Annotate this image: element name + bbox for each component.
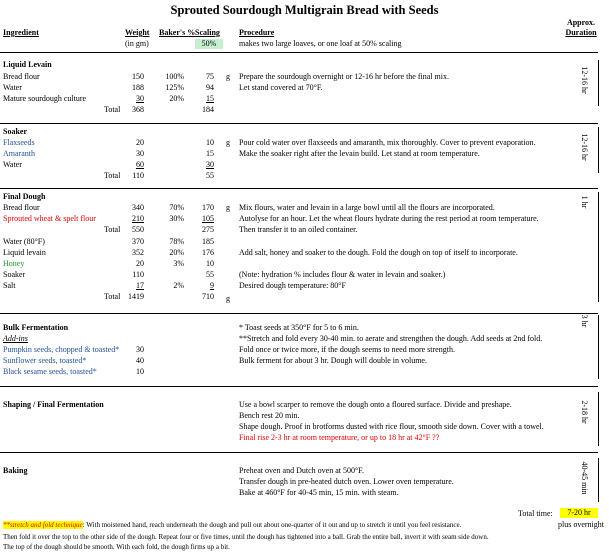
ingredient-weight: 30 (136, 94, 144, 103)
ingredient-scaled: 10 (206, 259, 214, 268)
add-ins-label: Add-ins (3, 334, 28, 343)
duration-label: 1 hr (580, 195, 589, 209)
ingredient-bakers-pct: 3% (173, 259, 184, 268)
procedure-line: * Toast seeds at 350°F for 5 to 6 min. (239, 323, 359, 332)
procedure-line: Autolyse for an hour. Let the wheat flours hydrate during the rest period at room temperature. (239, 214, 539, 223)
ingredient-weight: 40 (136, 356, 144, 365)
footnote-highlight: **stretch and fold technique (3, 521, 83, 529)
unit-label: g (226, 138, 230, 147)
procedure-line: Pour cold water over flaxseeds and amaranth, mix thoroughly. Cover to prevent evaporation. (239, 138, 536, 147)
ingredient-weight: 20 (136, 138, 144, 147)
procedure-line: Let stand covered at 70°F. (239, 83, 323, 92)
procedure-line: Bake at 460°F for 40-45 min, 15 min. with steam. (239, 488, 399, 497)
ingredient-name: Water (3, 160, 22, 169)
bulk-fermentation-title: Bulk Fermentation (3, 323, 69, 332)
subtotal-label: Total (104, 225, 121, 234)
weight-unit: (in gm) (125, 39, 149, 48)
procedure-line: Preheat oven and Dutch oven at 500°F. (239, 466, 364, 475)
ingredient-scaled: 105 (202, 214, 214, 223)
ingredient-name: Amaranth (3, 149, 35, 158)
ingredient-name: Pumpkin seeds, chopped & toasted* (3, 345, 120, 354)
duration-label: 12-16 hr (580, 66, 589, 94)
total-scaled: 55 (206, 171, 214, 180)
ingredient-name: Sunflower seeds, toasted* (3, 356, 87, 365)
bakers-percent-header: Baker's % (159, 28, 196, 37)
duration-label: 40-45 min (580, 461, 589, 495)
procedure-line-warning: Final rise 2-3 hr at room temperature, or up to 18 hr at 42°F ?? (239, 433, 440, 442)
ingredient-weight: 150 (132, 72, 144, 81)
total-time-note: plus overnight (558, 520, 604, 529)
ingredient-name: Water (3, 83, 22, 92)
subtotal-weight: 550 (132, 225, 144, 234)
ingredient-weight: 10 (136, 367, 144, 376)
footnote-line (3, 520, 461, 530)
ingredient-weight: 340 (132, 203, 144, 212)
ingredient-name: Black sesame seeds, toasted* (3, 367, 97, 376)
ingredient-name: Flaxseeds (3, 138, 35, 147)
duration-header: Duration (565, 28, 597, 37)
ingredient-name: Bread flour (3, 203, 40, 212)
ingredient-weight: 110 (132, 270, 144, 279)
subtotal-scaled: 275 (202, 225, 214, 234)
total-weight: 368 (132, 105, 144, 114)
ingredient-scaled: 9 (210, 281, 214, 290)
ingredient-bakers-pct: 20% (169, 248, 184, 257)
divider (0, 52, 598, 53)
procedure-line: Desired dough temperature: 80°F (239, 281, 346, 290)
ingredient-name: Honey (3, 259, 25, 268)
ingredient-scaled: 30 (206, 160, 214, 169)
ingredient-scaled: 176 (202, 248, 214, 257)
total-weight: 1419 (128, 292, 144, 301)
procedure-line: Make the soaker right after the levain build. Let stand at room temperature. (239, 149, 480, 158)
duration-bar (598, 392, 599, 446)
total-label: Total (104, 292, 121, 301)
total-time-value: 7-20 hr (560, 508, 598, 518)
total-weight: 110 (132, 171, 144, 180)
ingredient-weight: 210 (132, 214, 144, 223)
ingredient-bakers-pct: 2% (173, 281, 184, 290)
ingredient-name: Water (80°F) (3, 237, 45, 246)
procedure-line: Bulk ferment for about 3 hr. Dough will double in volume. (239, 356, 427, 365)
ingredient-weight: 30 (136, 345, 144, 354)
final-dough-title: Final Dough (3, 192, 46, 201)
ingredient-bakers-pct: 125% (165, 83, 184, 92)
ingredient-name: Bread flour (3, 72, 40, 81)
unit-label: g (226, 72, 230, 81)
procedure-line: Add salt, honey and soaker to the dough. Fold the dough on top of itself to incorporate. (239, 248, 518, 257)
ingredient-weight: 188 (132, 83, 144, 92)
ingredient-weight: 60 (136, 160, 144, 169)
duration-bar (598, 192, 599, 302)
procedure-line: Use a bowl scarper to remove the dough onto a floured surface. Divide and preshape. (239, 400, 512, 409)
scaling-value[interactable]: 50% (195, 39, 223, 49)
procedure-line: **Stretch and fold every 30-40 min. to aerate and strengthen the dough. Add seeds at 2nd fold. (239, 334, 543, 343)
total-label: Total (104, 105, 121, 114)
scaling-header: Scaling (195, 28, 220, 37)
ingredient-weight: 30 (136, 149, 144, 158)
baking-title: Baking (3, 466, 28, 475)
ingredient-weight: 20 (136, 259, 144, 268)
ingredient-name: Mature sourdough culture (3, 94, 87, 103)
ingredient-name: Soaker (3, 270, 26, 279)
ingredient-name: Sprouted wheat & spelt flour (3, 214, 96, 223)
procedure-line: Mix flours, water and levain in a large bowl until all the flours are incorporated. (239, 203, 495, 212)
procedure-note: makes two large loaves, or one loaf at 50% scaling (239, 39, 402, 48)
procedure-header: Procedure (239, 28, 275, 37)
ingredient-scaled: 55 (206, 270, 214, 279)
ingredient-header: Ingredient (3, 28, 39, 37)
procedure-line: (Note: hydration % includes flour & water in levain and soaker.) (239, 270, 446, 279)
shaping-title: Shaping / Final Fermentation (3, 400, 104, 409)
duration-bar (598, 315, 599, 379)
ingredient-bakers-pct: 30% (169, 214, 184, 223)
procedure-line: Then transfer it to an oiled container. (239, 225, 358, 234)
total-scaled: 184 (202, 105, 214, 114)
ingredient-scaled: 94 (206, 83, 214, 92)
duration-label: 12-16 hr (580, 133, 589, 161)
procedure-line: Shape dough. Proof in brotforms dusted with rice flour, smooth side down. Cover with a towel. (239, 422, 544, 431)
ingredient-bakers-pct: 20% (169, 94, 184, 103)
ingredient-weight: 352 (132, 248, 144, 257)
ingredient-bakers-pct: 70% (169, 203, 184, 212)
ingredient-name: Liquid levain (3, 248, 46, 257)
divider (0, 123, 598, 124)
ingredient-scaled: 75 (206, 72, 214, 81)
divider (0, 452, 598, 453)
procedure-line: Transfer dough in pre-heated dutch oven. Lower oven temperature. (239, 477, 454, 486)
ingredient-bakers-pct: 78% (169, 237, 184, 246)
unit-label: g (226, 203, 230, 212)
weight-header: Weight (125, 28, 150, 37)
procedure-line: Prepare the sourdough overnight or 12-16 hr before the final mix. (239, 72, 449, 81)
divider (0, 386, 598, 387)
footnote-text: : With moistened hand, reach underneath the dough and pull out about one-quarter of it out and up to stretch it until you feel resistance. (82, 521, 462, 529)
duration-bar (598, 458, 599, 502)
ingredient-weight: 17 (136, 281, 144, 290)
approx-header: Approx. (566, 18, 596, 27)
ingredient-scaled: 10 (206, 138, 214, 147)
divider (0, 313, 598, 314)
procedure-line: Bench rest 20 min. (239, 411, 300, 420)
procedure-line: Fold once or twice more, if the dough seems to need more strength. (239, 345, 455, 354)
ingredient-scaled: 15 (206, 94, 214, 103)
footnote-line: The top of the dough should be smooth. With each fold, the dough firms up a bit. (3, 543, 230, 551)
unit-label: g (226, 294, 230, 303)
ingredient-scaled: 185 (202, 237, 214, 246)
soaker-title: Soaker (3, 127, 27, 136)
footnote-line: Then fold it over the top to the other side of the dough. Repeat four or five times, until the dough has tightened into a ball. Grab the entire ball, invert it with seam side down. (3, 533, 489, 541)
ingredient-scaled: 170 (202, 203, 214, 212)
total-label: Total (104, 171, 121, 180)
total-scaled: 710 (202, 292, 214, 301)
divider (0, 188, 598, 189)
page-title: Sprouted Sourdough Multigrain Bread with Seeds (170, 3, 439, 17)
duration-label: 3 hr (580, 314, 589, 328)
duration-bar (598, 60, 599, 106)
ingredient-scaled: 15 (206, 149, 214, 158)
duration-bar (598, 127, 599, 173)
ingredient-bakers-pct: 100% (165, 72, 184, 81)
ingredient-weight: 370 (132, 237, 144, 246)
total-time-label: Total time: (518, 509, 553, 518)
duration-label: 2-18 hr (580, 400, 589, 424)
ingredient-name: Salt (3, 281, 16, 290)
liquid-levain-title: Liquid Levain (3, 60, 52, 69)
